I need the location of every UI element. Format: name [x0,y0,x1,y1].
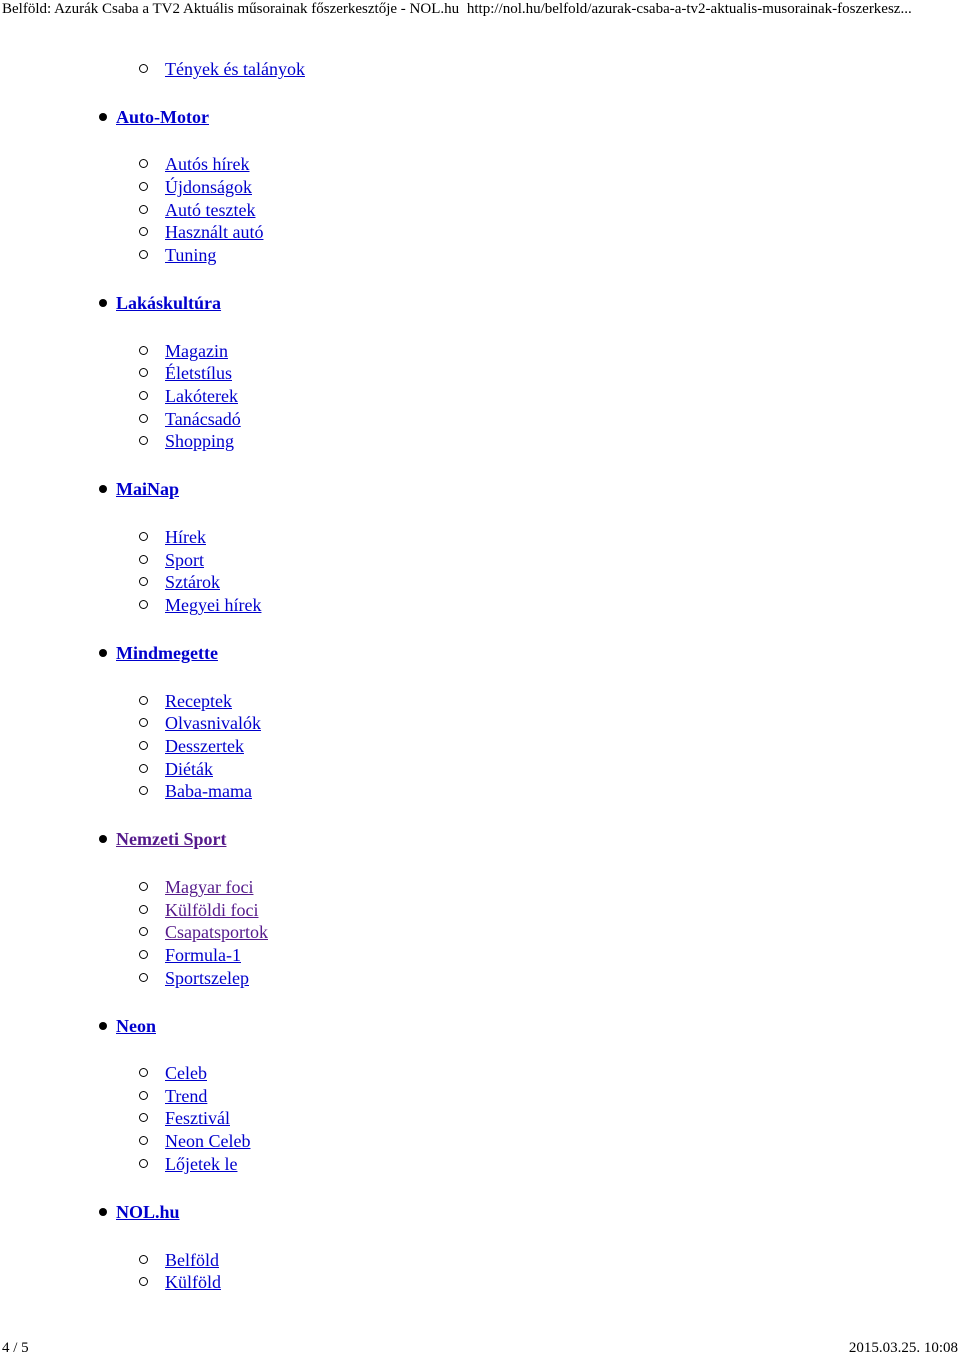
menu-subitem-link[interactable]: Tények és talányok [165,59,305,79]
menu-subitem-link[interactable]: Baba-mama [165,781,252,801]
hollow-bullet-icon [139,973,148,982]
hollow-bullet-icon [139,718,148,727]
solid-bullet-icon [99,649,107,657]
solid-bullet-icon [99,299,107,307]
menu-subitem-link[interactable]: Tanácsadó [165,409,241,429]
menu-subitem-link[interactable]: Formula-1 [165,945,241,965]
menu-subitem-link[interactable]: Megyei hírek [165,595,262,615]
hollow-bullet-icon [139,1277,148,1286]
hollow-bullet-icon [139,368,148,377]
menu-subitem-link[interactable]: Belföld [165,1250,219,1270]
menu-subitem-link[interactable]: Fesztivál [165,1108,230,1128]
hollow-bullet-icon [139,786,148,795]
menu-subitem-link[interactable]: Receptek [165,691,232,711]
hollow-bullet-icon [139,159,148,168]
menu-subitem-link[interactable]: Külföldi foci [165,900,259,920]
menu-subitem-link[interactable]: Magazin [165,341,228,361]
menu-subitem-link[interactable]: Lőjetek le [165,1154,238,1174]
hollow-bullet-icon [139,1255,148,1264]
menu-section-link[interactable]: NOL.hu [116,1202,180,1222]
menu-subitem-link[interactable]: Shopping [165,431,235,451]
hollow-bullet-icon [139,227,148,236]
print-datetime: 2015.03.25. 10:08 [848,1340,958,1356]
menu-subitem-link[interactable]: Autós hírek [165,154,250,174]
menu-subitem-link[interactable]: Sportszelep [165,968,249,988]
solid-bullet-icon [99,835,107,843]
menu-subitem-link[interactable]: Desszertek [165,736,244,756]
hollow-bullet-icon [139,182,148,191]
hollow-bullet-icon [139,741,148,750]
hollow-bullet-icon [139,1068,148,1077]
menu-subitem-link[interactable]: Olvasnivalók [165,713,261,733]
menu-section-link[interactable]: Auto-Motor [116,107,209,127]
hollow-bullet-icon [139,1113,148,1122]
menu-subitem-link[interactable]: Sztárok [165,572,220,592]
page-number: 4 / 5 [2,1340,29,1356]
solid-bullet-icon [99,1208,107,1216]
print-header [2,0,958,18]
menu-section-link[interactable]: Lakáskultúra [116,293,222,313]
hollow-bullet-icon [139,391,148,400]
hollow-bullet-icon [139,764,148,773]
hollow-bullet-icon [139,577,148,586]
hollow-bullet-icon [139,905,148,914]
hollow-bullet-icon [139,64,148,73]
menu-subitem-link[interactable]: Tuning [165,245,217,265]
hollow-bullet-icon [139,250,148,259]
hollow-bullet-icon [139,950,148,959]
hollow-bullet-icon [139,532,148,541]
menu-subitem-link[interactable]: Külföld [165,1272,221,1292]
print-header-url: http://nol.hu/belfold/azurak-csaba-a-tv2-aktualis-musorainak-foszerkesz... [466,1,912,17]
menu-subitem-link[interactable]: Trend [165,1086,208,1106]
menu-subitem-link[interactable]: Lakóterek [165,386,238,406]
menu-subitem-link[interactable]: Hírek [165,527,206,547]
hollow-bullet-icon [139,600,148,609]
menu-subitem-link[interactable]: Újdonságok [165,177,252,197]
menu-subitem-link[interactable]: Neon Celeb [165,1131,251,1151]
hollow-bullet-icon [139,555,148,564]
menu-section-link[interactable]: Nemzeti Sport [116,829,227,849]
print-header-title: Belföld: Azurák Csaba a TV2 Aktuális műsorainak főszerkesztője - NOL.hu [2,1,460,17]
solid-bullet-icon [99,113,107,121]
menu-subitem-link[interactable]: Autó tesztek [165,200,256,220]
hollow-bullet-icon [139,436,148,445]
menu-subitem-link[interactable]: Életstílus [165,363,232,383]
menu-subitem-link[interactable]: Sport [165,550,205,570]
hollow-bullet-icon [139,1159,148,1168]
hollow-bullet-icon [139,346,148,355]
solid-bullet-icon [99,1022,107,1030]
menu-section-link[interactable]: MaiNap [116,479,179,499]
menu-subitem-link[interactable]: Csapatsportok [165,922,268,942]
solid-bullet-icon [99,485,107,493]
menu-subitem-link[interactable]: Diéták [165,759,213,779]
menu-subitem-link[interactable]: Használt autó [165,222,264,242]
hollow-bullet-icon [139,927,148,936]
hollow-bullet-icon [139,696,148,705]
menu-section-link[interactable]: Neon [116,1016,156,1036]
hollow-bullet-icon [139,882,148,891]
hollow-bullet-icon [139,205,148,214]
menu-subitem-link[interactable]: Magyar foci [165,877,254,897]
hollow-bullet-icon [139,1091,148,1100]
hollow-bullet-icon [139,414,148,423]
hollow-bullet-icon [139,1136,148,1145]
menu-subitem-link[interactable]: Celeb [165,1063,207,1083]
menu-section-link[interactable]: Mindmegette [116,643,218,663]
